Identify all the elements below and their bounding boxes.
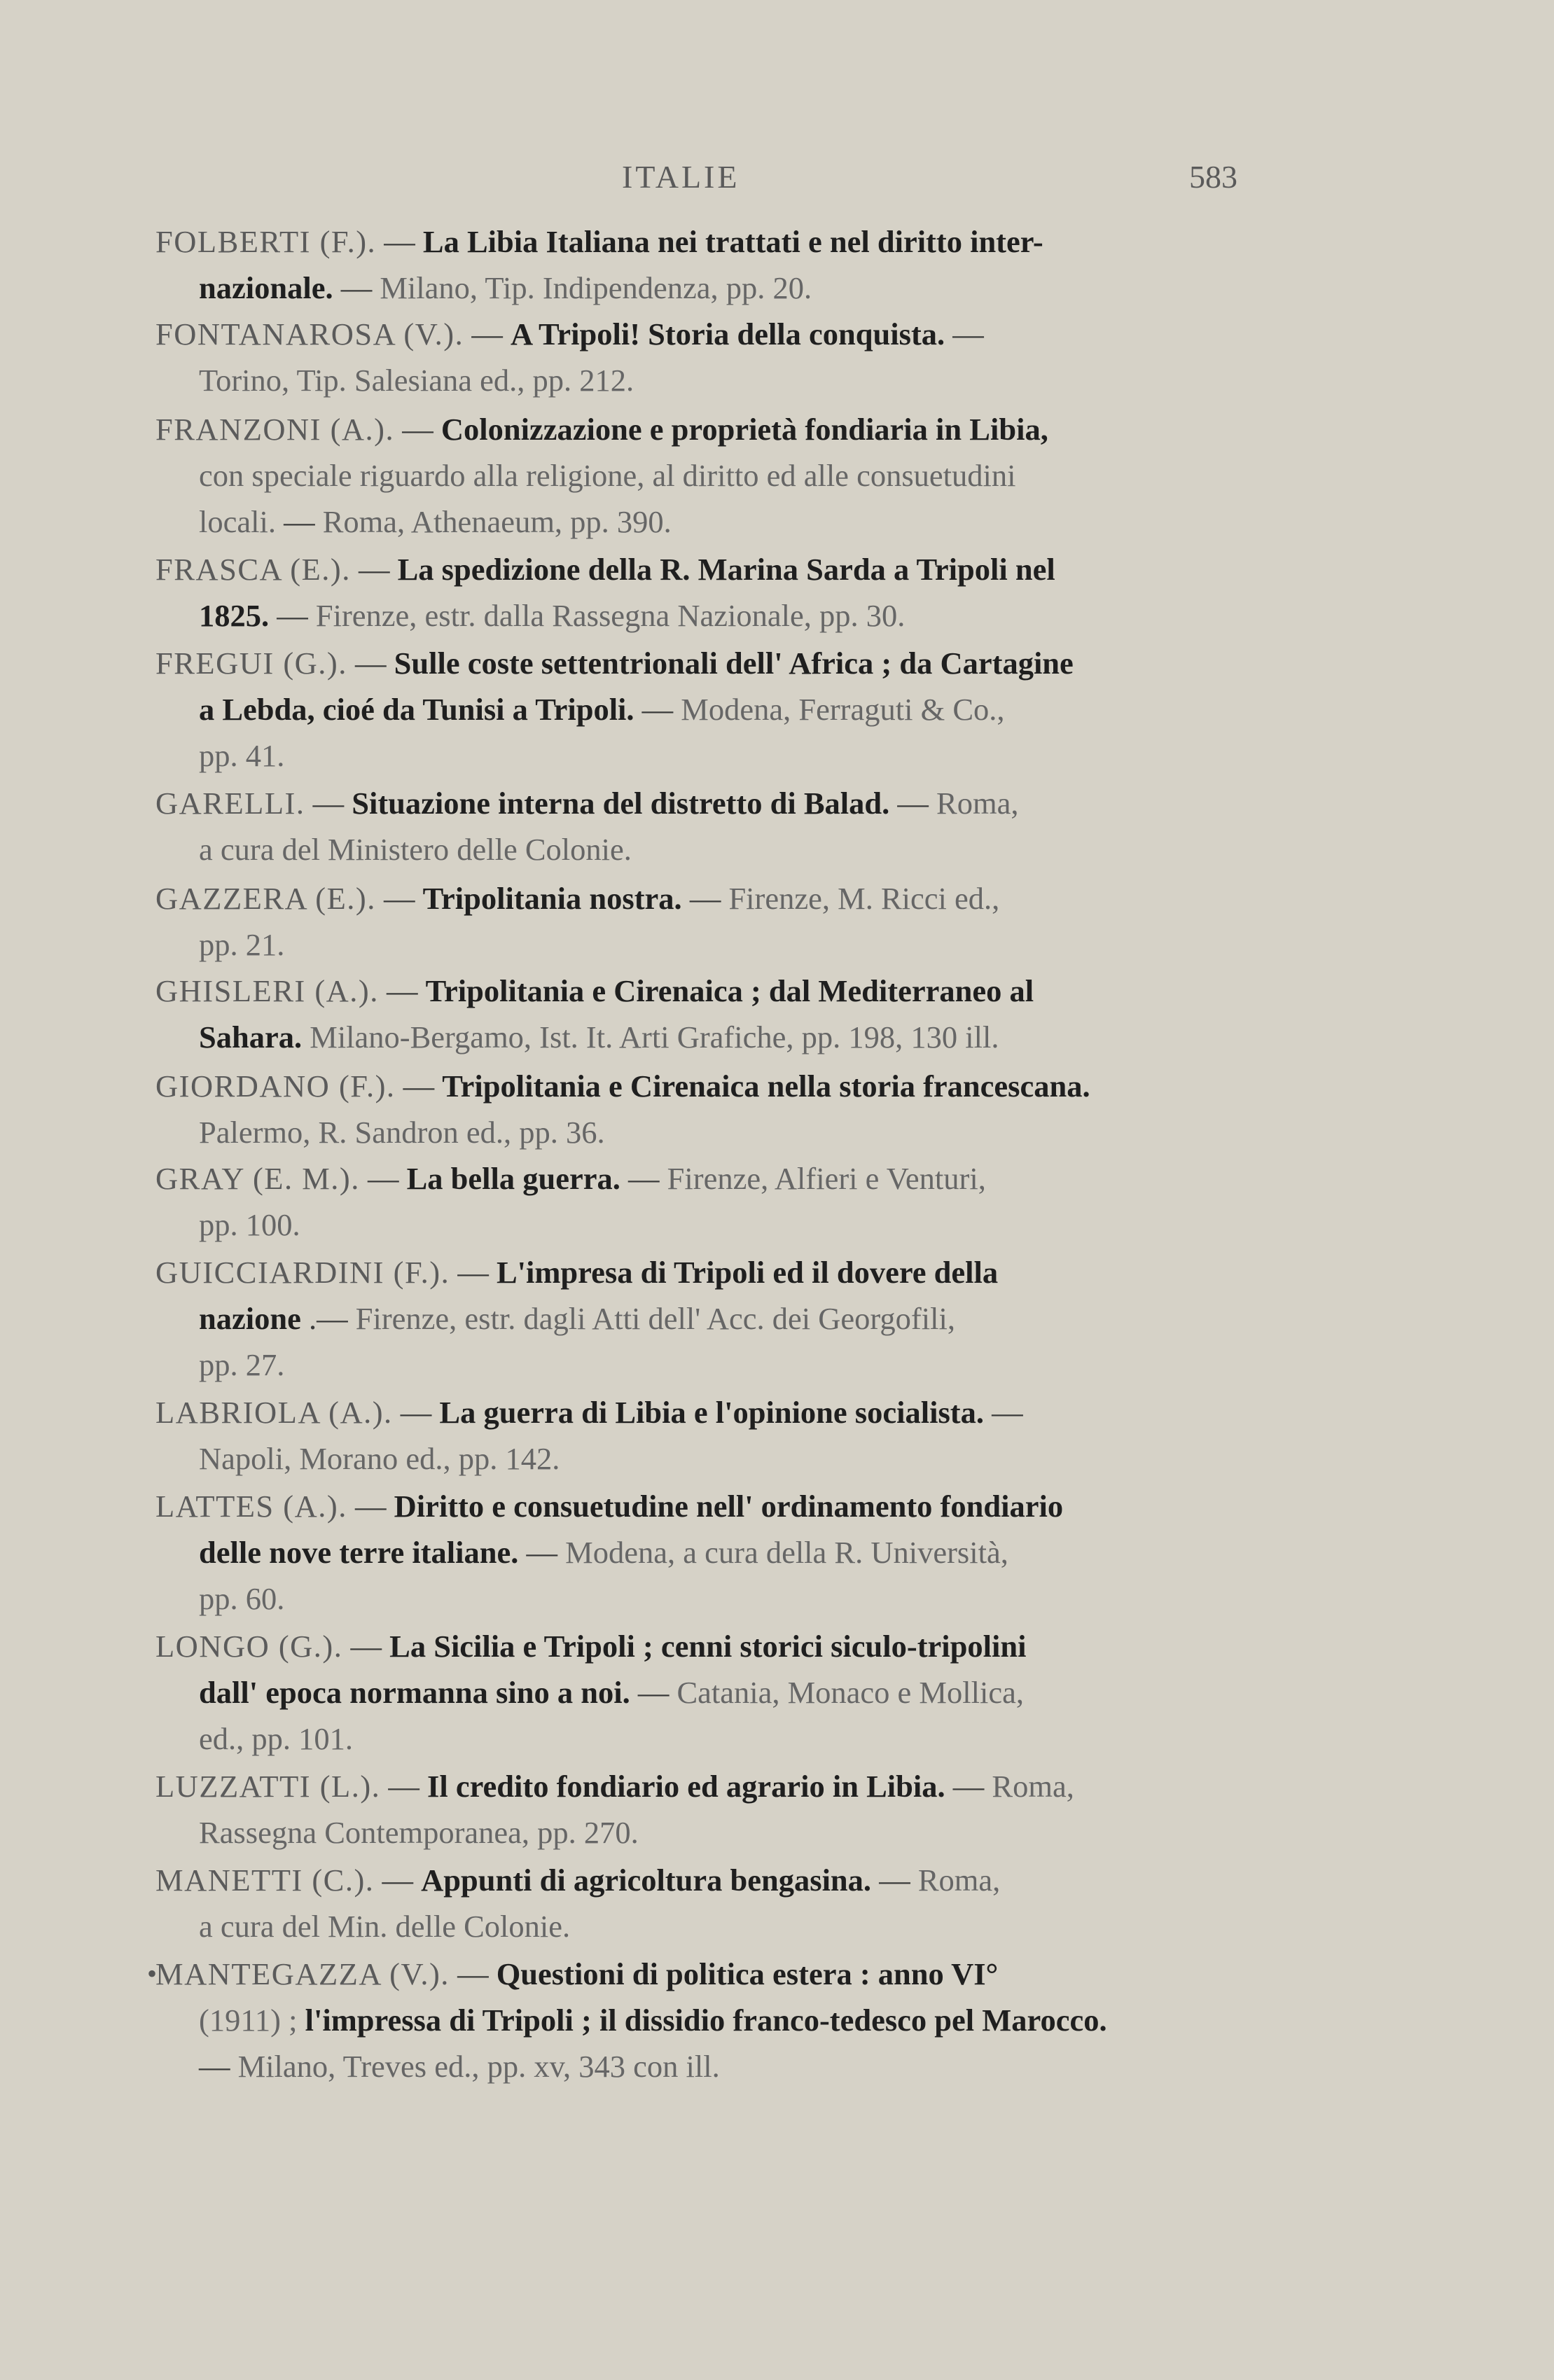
bibliography-entry: GARELLI. — Situazione interna del distretto di Balad. — Roma, a cura del Ministero delle Colonie.: [155, 786, 1019, 867]
bibliography-entry: LATTES (A.). — Diritto e consuetudine nell' ordinamento fondiario delle nove terre italiane. — Modena, a cura della R. Università, pp. 60.: [155, 1489, 1064, 1616]
bibliography-entry: FREGUI (G.). — Sulle coste settentrionali dell' Africa ; da Cartagine a Lebda, cioé da Tunisi a Tripoli. — Modena, Ferraguti & Co., pp. 41.: [155, 646, 1074, 773]
running-head: ITALIE: [622, 159, 740, 195]
bibliography-entry: FRANZONI (A.). — Colonizzazione e proprietà fondiaria in Libia, con speciale riguardo alla religione, al diritto ed alle consuetudini locali. — Roma, Athenaeum, pp. 390.: [155, 412, 1048, 539]
bibliography-entry: FRASCA (E.). — La spedizione della R. Marina Sarda a Tripoli nel 1825. — Firenze, estr. dalla Rassegna Nazionale, pp. 30.: [155, 552, 1055, 633]
margin-mark: •: [147, 1958, 158, 1989]
bibliography-entry: LABRIOLA (A.). — La guerra di Libia e l'opinione socialista. — Napoli, Morano ed., pp. 142.: [155, 1395, 1023, 1476]
bibliography-entry: GRAY (E. M.). — La bella guerra. — Firenze, Alfieri e Venturi, pp. 100.: [155, 1161, 986, 1242]
bibliography-entry: GHISLERI (A.). — Tripolitania e Cirenaica ; dal Mediterraneo al Sahara. Milano-Bergamo, Ist. It. Arti Grafiche, pp. 198, 130 ill.: [155, 973, 1034, 1055]
page-number: 583: [1189, 159, 1237, 195]
bibliography-entry: GUICCIARDINI (F.). — L'impresa di Tripoli ed il dovere della nazione .— Firenze, estr. dagli Atti dell' Acc. dei Georgofili, pp. 27.: [155, 1255, 999, 1382]
bibliography-entry: FONTANAROSA (V.). — A Tripoli! Storia della conquista. — Torino, Tip. Salesiana ed., pp. 212.: [155, 316, 984, 398]
page-header: [0, 158, 1554, 200]
bibliography-entry: GIORDANO (F.). — Tripolitania e Cirenaica nella storia francescana. Palermo, R. Sandron ed., pp. 36.: [155, 1069, 1090, 1150]
bibliography-entry: FOLBERTI (F.). — La Libia Italiana nei trattati e nel diritto inter- nazionale. — Milano, Tip. Indipendenza, pp. 20.: [155, 224, 1043, 305]
bibliography-entry: LONGO (G.). — La Sicilia e Tripoli ; cenni storici siculo-tripolini dall' epoca normanna sino a noi. — Catania, Monaco e Mollica, ed., pp. 101.: [155, 1629, 1027, 1756]
bibliography-entry: MANETTI (C.). — Appunti di agricoltura bengasina. — Roma, a cura del Min. delle Colonie.: [155, 1863, 1001, 1944]
bibliography-entry: GAZZERA (E.). — Tripolitania nostra. — Firenze, M. Ricci ed., pp. 21.: [155, 881, 1000, 962]
bibliography-entry: LUZZATTI (L.). — Il credito fondiario ed agrario in Libia. — Roma, Rassegna Contemporanea, pp. 270.: [155, 1769, 1074, 1850]
bibliography-entry: • MANTEGAZZA (V.). — Questioni di politica estera : anno VI° (1911) ; l'impressa di Tripoli ; il dissidio franco-tedesco pel Marocco. — Milano, Treves ed., pp. xv, 343 con ill.: [155, 1951, 1290, 2089]
